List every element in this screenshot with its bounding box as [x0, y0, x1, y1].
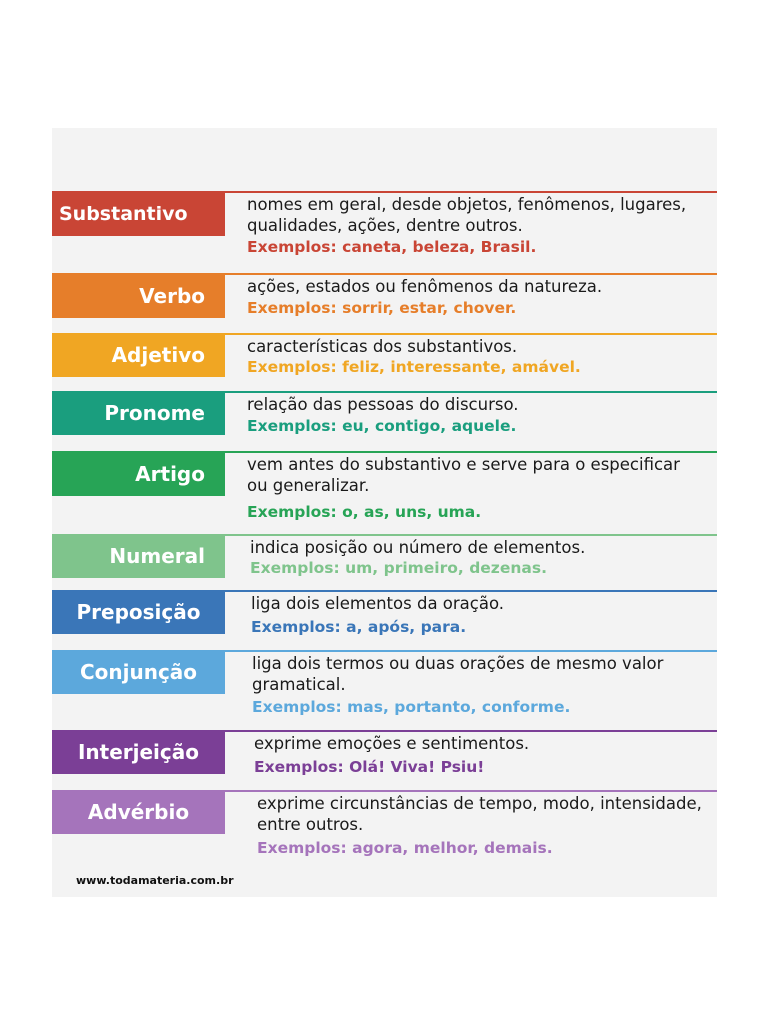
class-description: relação das pessoas do discurso.: [247, 395, 519, 414]
class-examples: Exemplos: caneta, beleza, Brasil.: [247, 238, 537, 256]
class-examples: Exemplos: feliz, interessante, amável.: [247, 358, 581, 376]
class-examples: Exemplos: mas, portanto, conforme.: [252, 698, 571, 716]
class-row-adverbio: [52, 790, 717, 870]
divider-rule: [225, 273, 717, 275]
divider-rule: [225, 391, 717, 393]
class-row-conjuncao: [52, 650, 717, 730]
class-description: ações, estados ou fenômenos da natureza.: [247, 277, 603, 296]
class-row-verbo: [52, 273, 717, 333]
class-label-substantivo: Substantivo: [52, 191, 225, 236]
class-description: exprime emoções e sentimentos.: [254, 734, 530, 753]
class-label-artigo: Artigo: [52, 451, 225, 496]
class-label-conjuncao: Conjunção: [52, 650, 225, 694]
divider-rule: [225, 790, 717, 792]
class-examples: Exemplos: o, as, uns, uma.: [247, 503, 482, 521]
class-label-verbo: Verbo: [52, 273, 225, 318]
class-label-interjeicao: Interjeição: [52, 730, 225, 774]
class-description: liga dois termos ou duas orações de mesmo valor gramatical.: [252, 654, 664, 694]
class-description: nomes em geral, desde objetos, fenômenos, lugares, qualidades, ações, dentre outros.: [247, 195, 687, 235]
class-label-adverbio: Advérbio: [52, 790, 225, 834]
class-row-adjetivo: [52, 333, 717, 391]
class-examples: Exemplos: agora, melhor, demais.: [257, 839, 553, 857]
class-label-pronome: Pronome: [52, 391, 225, 435]
class-label-adjetivo: Adjetivo: [52, 333, 225, 377]
class-row-preposicao: [52, 590, 717, 650]
class-row-artigo: [52, 451, 717, 534]
class-description: vem antes do substantivo e serve para o especificar ou generalizar.: [247, 455, 680, 495]
poster-card: [52, 128, 717, 897]
class-row-numeral: [52, 534, 717, 590]
class-examples: Exemplos: eu, contigo, aquele.: [247, 417, 517, 435]
class-description: indica posição ou número de elementos.: [250, 538, 586, 557]
class-label-numeral: Numeral: [52, 534, 225, 578]
divider-rule: [225, 650, 717, 652]
class-row-pronome: [52, 391, 717, 451]
class-description: liga dois elementos da oração.: [251, 594, 505, 613]
divider-rule: [225, 333, 717, 335]
class-examples: Exemplos: um, primeiro, dezenas.: [250, 559, 547, 577]
divider-rule: [225, 534, 717, 536]
class-examples: Exemplos: a, após, para.: [251, 618, 467, 636]
class-description: exprime circunstâncias de tempo, modo, intensidade, entre outros.: [257, 794, 702, 834]
divider-rule: [225, 191, 717, 193]
divider-rule: [225, 590, 717, 592]
source-url: www.todamateria.com.br: [76, 874, 234, 887]
divider-rule: [225, 451, 717, 453]
class-row-interjeicao: [52, 730, 717, 790]
divider-rule: [225, 730, 717, 732]
class-label-preposicao: Preposição: [52, 590, 225, 634]
class-description: características dos substantivos.: [247, 337, 518, 356]
class-examples: Exemplos: sorrir, estar, chover.: [247, 299, 517, 317]
class-examples: Exemplos: Olá! Viva! Psiu!: [254, 758, 485, 776]
